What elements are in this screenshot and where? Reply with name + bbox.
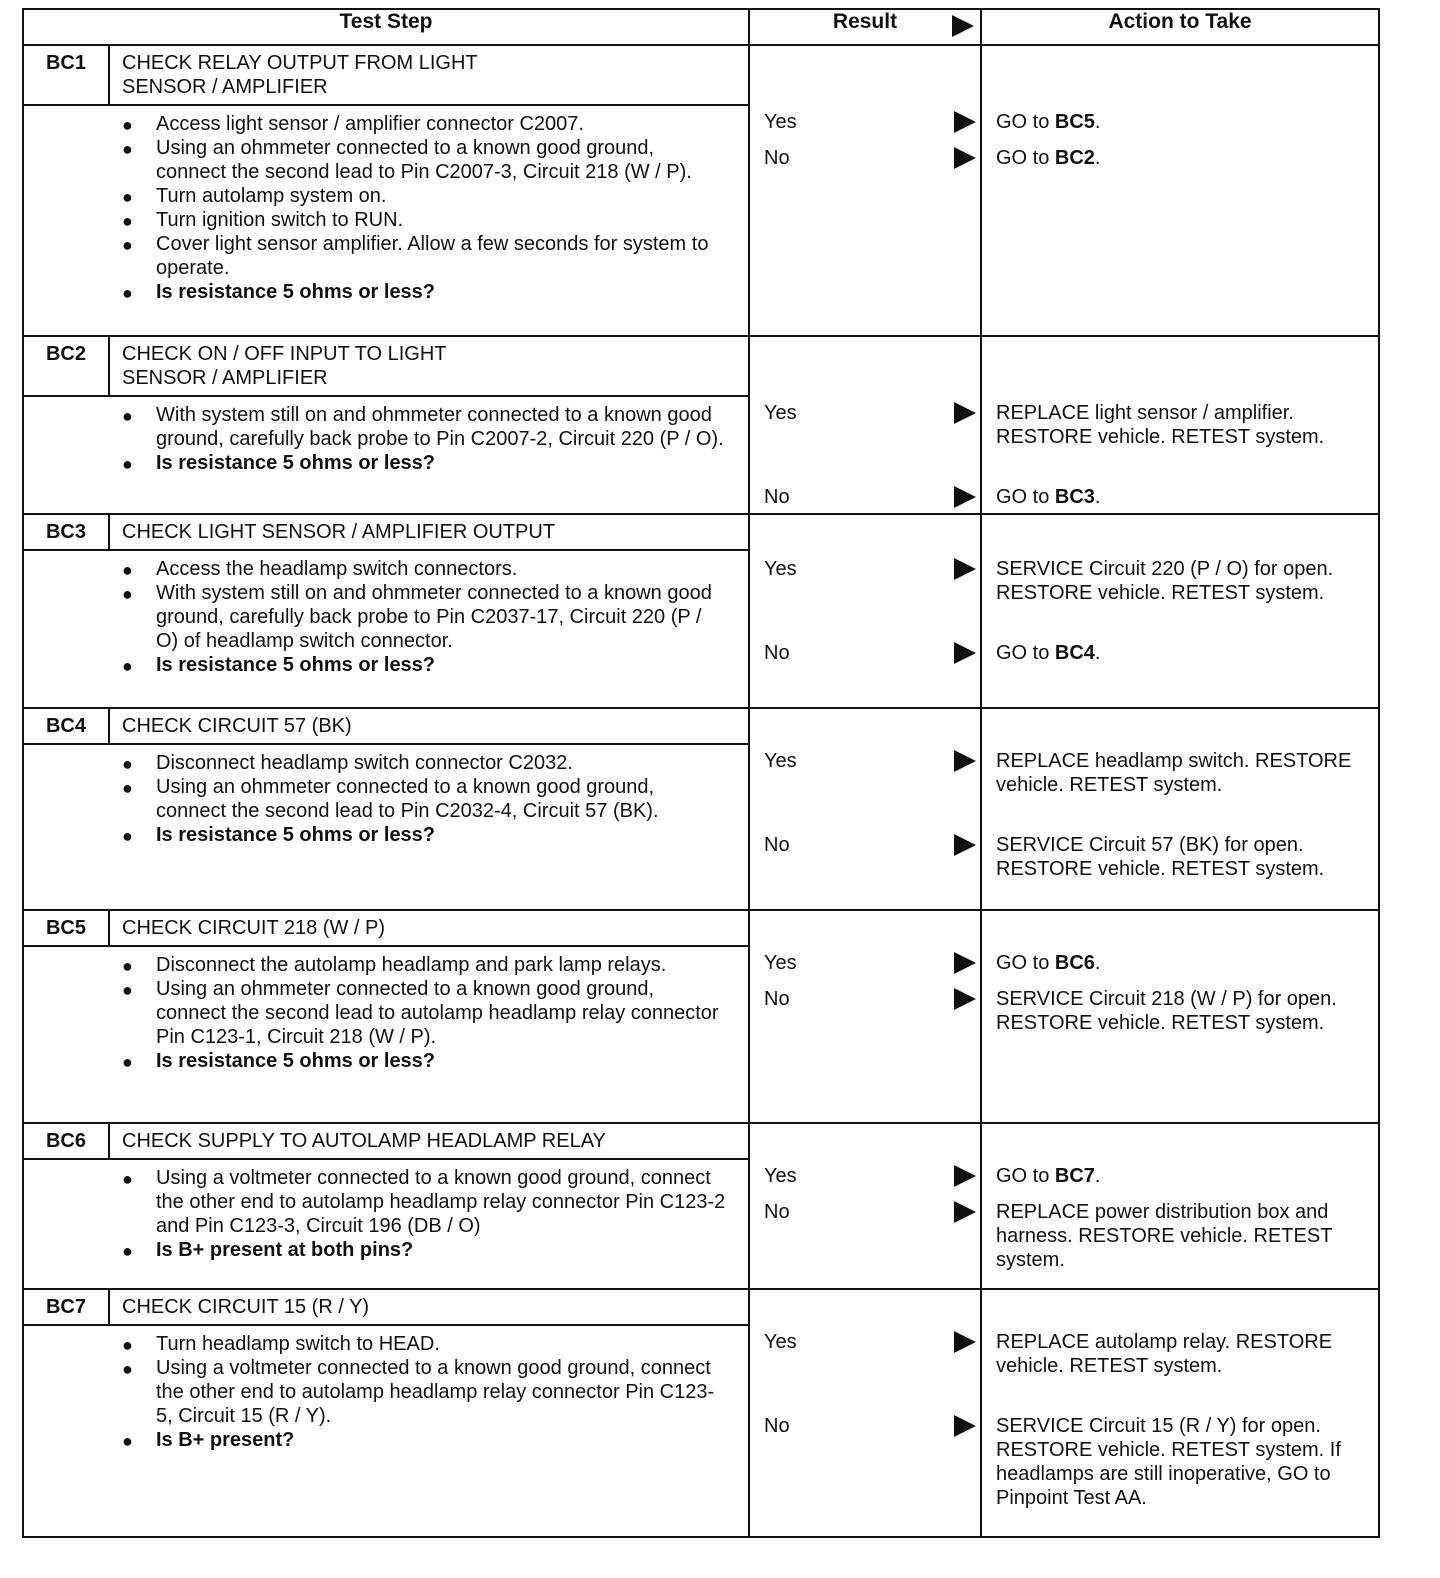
list-item — [120, 953, 728, 977]
action-yes: GO to BC7. — [996, 1165, 1101, 1187]
step-id: BC2 — [24, 337, 110, 395]
result-yes — [764, 401, 980, 425]
bullet-text: Is resistance 5 ohms or less? — [156, 824, 436, 846]
bullet-icon: ● — [122, 778, 133, 798]
bullet-icon: ● — [122, 1052, 133, 1072]
arrow-right-icon — [954, 834, 976, 856]
arrow-right-icon — [954, 750, 976, 772]
action-cell — [981, 1289, 1379, 1537]
list-item — [120, 977, 728, 1049]
action-yes: REPLACE autolamp relay. RESTORE vehicle. RETEST system. — [996, 1331, 1333, 1377]
action-cell — [981, 45, 1379, 336]
bullet-text: Is resistance 5 ohms or less? — [156, 281, 436, 303]
result-label: Yes — [764, 1165, 797, 1187]
list-item — [120, 751, 728, 775]
step-heading — [24, 337, 748, 397]
result-no — [764, 987, 980, 1011]
bullet-text: Cover light sensor amplifier. Allow a few seconds for system to operate. — [156, 233, 709, 279]
result-cell — [749, 336, 981, 514]
list-item-question — [120, 1238, 728, 1262]
step-heading — [24, 1124, 748, 1160]
result-label: Yes — [764, 750, 797, 772]
step-heading — [24, 515, 748, 551]
result-no — [764, 146, 980, 170]
step-id: BC6 — [24, 1124, 110, 1158]
bullet-icon: ● — [122, 584, 133, 604]
bullet-icon: ● — [122, 754, 133, 774]
list-item — [120, 184, 728, 208]
step-bullets — [120, 557, 728, 677]
action-no: SERVICE Circuit 15 (R / Y) for open. RESTORE vehicle. RETEST system. If headlamps are still inoperative, GO to Pinpoint Test AA. — [996, 1415, 1341, 1509]
bullet-text: Access the headlamp switch connectors. — [156, 558, 518, 580]
bullet-icon: ● — [122, 235, 133, 255]
step-body — [24, 947, 748, 1077]
step-title: CHECK CIRCUIT 218 (W / P) — [122, 917, 385, 939]
table-row — [23, 1123, 1379, 1289]
result-cell — [749, 1123, 981, 1289]
bullet-icon: ● — [122, 139, 133, 159]
bullet-text: Is B+ present? — [156, 1429, 295, 1451]
table-row — [23, 910, 1379, 1123]
bullet-icon: ● — [122, 406, 133, 426]
action-cell — [981, 708, 1379, 910]
table-row — [23, 514, 1379, 708]
bullet-icon: ● — [122, 454, 133, 474]
list-item — [120, 112, 728, 136]
result-label: No — [764, 1415, 790, 1437]
result-cell — [749, 45, 981, 336]
result-label: No — [764, 147, 790, 169]
step-heading — [24, 911, 748, 947]
result-cell — [749, 514, 981, 708]
test-step-cell — [23, 708, 749, 910]
action-no: GO to BC3. — [996, 486, 1101, 508]
bullet-icon: ● — [122, 1431, 133, 1451]
pinpoint-test-table — [22, 8, 1380, 1538]
action-yes: REPLACE headlamp switch. RESTORE vehicle. RETEST system. — [996, 750, 1352, 796]
action-no: REPLACE power distribution box and harness. RESTORE vehicle. RETEST system. — [996, 1201, 1333, 1271]
action-cell — [981, 910, 1379, 1123]
result-label: Yes — [764, 402, 797, 424]
step-title: CHECK CIRCUIT 15 (R / Y) — [122, 1296, 370, 1318]
list-item — [120, 403, 728, 451]
action-cell — [981, 336, 1379, 514]
step-id: BC5 — [24, 911, 110, 945]
list-item-question — [120, 451, 728, 475]
step-body — [24, 1160, 748, 1266]
step-bullets — [120, 953, 728, 1073]
arrow-right-icon — [954, 1165, 976, 1187]
arrow-right-icon — [954, 1331, 976, 1353]
bullet-text: Disconnect the autolamp headlamp and park lamp relays. — [156, 954, 667, 976]
bullet-icon: ● — [122, 1241, 133, 1261]
step-id: BC4 — [24, 709, 110, 743]
result-cell — [749, 910, 981, 1123]
action-no: SERVICE Circuit 57 (BK) for open. RESTORE vehicle. RETEST system. — [996, 834, 1325, 880]
bullet-icon: ● — [122, 956, 133, 976]
bullet-text: Using an ohmmeter connected to a known good ground, connect the second lead to Pin C2032-4, Circuit 57 (BK). — [156, 776, 659, 822]
step-heading — [24, 709, 748, 745]
list-item — [120, 232, 728, 280]
result-label: Yes — [764, 1331, 797, 1353]
step-title: CHECK CIRCUIT 57 (BK) — [122, 715, 352, 737]
step-heading — [24, 1290, 748, 1326]
result-label: No — [764, 486, 790, 508]
action-yes: REPLACE light sensor / amplifier. RESTORE vehicle. RETEST system. — [996, 402, 1325, 448]
result-yes — [764, 110, 980, 134]
result-label: Yes — [764, 952, 797, 974]
table-header-row — [23, 9, 1379, 45]
bullet-icon: ● — [122, 115, 133, 135]
arrow-right-icon — [954, 402, 976, 424]
result-cell — [749, 708, 981, 910]
step-id: BC3 — [24, 515, 110, 549]
step-bullets — [120, 112, 728, 304]
bullet-icon: ● — [122, 187, 133, 207]
bullet-text: Turn autolamp system on. — [156, 185, 387, 207]
action-yes: GO to BC6. — [996, 952, 1101, 974]
bullet-icon: ● — [122, 1169, 133, 1189]
test-step-cell — [23, 45, 749, 336]
action-no: SERVICE Circuit 218 (W / P) for open. RESTORE vehicle. RETEST system. — [996, 988, 1337, 1034]
diagnostic-table-sheet — [22, 8, 1378, 1538]
list-item — [120, 1166, 728, 1238]
bullet-icon: ● — [122, 980, 133, 1000]
arrow-right-icon — [954, 988, 976, 1010]
bullet-text: Access light sensor / amplifier connector C2007. — [156, 113, 584, 135]
result-yes — [764, 951, 980, 975]
bullet-text: Turn headlamp switch to HEAD. — [156, 1333, 440, 1355]
arrow-right-icon — [954, 147, 976, 169]
bullet-text: With system still on and ohmmeter connected to a known good ground, carefully back probe to Pin C2007-2, Circuit 220 (P / O). — [156, 404, 724, 450]
header-result — [749, 9, 981, 45]
list-item-question — [120, 653, 728, 677]
table-row — [23, 336, 1379, 514]
bullet-icon: ● — [122, 826, 133, 846]
list-item-question — [120, 823, 728, 847]
bullet-text: Is B+ present at both pins? — [156, 1239, 414, 1261]
header-test-step: Test Step — [23, 9, 749, 45]
action-cell — [981, 1123, 1379, 1289]
result-no — [764, 641, 980, 665]
result-yes — [764, 749, 980, 773]
result-label: No — [764, 988, 790, 1010]
list-item-question — [120, 1049, 728, 1073]
list-item — [120, 581, 728, 653]
bullet-text: Is resistance 5 ohms or less? — [156, 452, 436, 474]
action-no: GO to BC2. — [996, 147, 1101, 169]
step-title: CHECK RELAY OUTPUT FROM LIGHT SENSOR / AMPLIFIER — [122, 52, 478, 98]
action-cell — [981, 514, 1379, 708]
bullet-text: Using an ohmmeter connected to a known good ground, connect the second lead to Pin C2007-3, Circuit 218 (W / P). — [156, 137, 692, 183]
table-row — [23, 1289, 1379, 1537]
bullet-text: Disconnect headlamp switch connector C2032. — [156, 752, 573, 774]
arrow-right-icon — [954, 1415, 976, 1437]
result-label: No — [764, 834, 790, 856]
arrow-right-icon — [954, 558, 976, 580]
bullet-text: Using a voltmeter connected to a known good ground, connect the other end to autolamp headlamp relay connector Pin C123-5, Circuit 15 (R / Y). — [156, 1357, 715, 1427]
arrow-right-icon — [954, 111, 976, 133]
bullet-text: With system still on and ohmmeter connected to a known good ground, carefully back probe to Pin C2037-17, Circuit 220 (P / O) of headlamp switch connector. — [156, 582, 712, 652]
step-body — [24, 1326, 748, 1456]
bullet-text: Is resistance 5 ohms or less? — [156, 654, 436, 676]
bullet-icon: ● — [122, 560, 133, 580]
bullet-text: Is resistance 5 ohms or less? — [156, 1050, 436, 1072]
action-yes: SERVICE Circuit 220 (P / O) for open. RESTORE vehicle. RETEST system. — [996, 558, 1334, 604]
test-step-cell — [23, 514, 749, 708]
step-bullets — [120, 1166, 728, 1262]
test-step-cell — [23, 1289, 749, 1537]
test-step-cell — [23, 910, 749, 1123]
bullet-text: Turn ignition switch to RUN. — [156, 209, 404, 231]
result-yes — [764, 1330, 980, 1354]
result-label: Yes — [764, 558, 797, 580]
result-no — [764, 1200, 980, 1224]
arrow-right-icon — [952, 15, 974, 37]
action-no: GO to BC4. — [996, 642, 1101, 664]
bullet-icon: ● — [122, 1359, 133, 1379]
step-bullets — [120, 751, 728, 847]
list-item-question — [120, 280, 728, 304]
step-body — [24, 397, 748, 479]
bullet-text: Using a voltmeter connected to a known good ground, connect the other end to autolamp headlamp relay connector Pin C123-2 and Pin C123-3, Circuit 196 (DB / O) — [156, 1167, 726, 1237]
step-title: CHECK ON / OFF INPUT TO LIGHT SENSOR / AMPLIFIER — [122, 343, 447, 389]
arrow-right-icon — [954, 952, 976, 974]
arrow-right-icon — [954, 642, 976, 664]
result-cell — [749, 1289, 981, 1537]
step-body — [24, 551, 748, 681]
step-body — [24, 106, 748, 308]
table-row — [23, 708, 1379, 910]
header-result-label: Result — [832, 10, 898, 33]
result-label: Yes — [764, 111, 797, 133]
result-label: No — [764, 1201, 790, 1223]
bullet-icon: ● — [122, 1335, 133, 1355]
arrow-right-icon — [954, 1201, 976, 1223]
list-item — [120, 557, 728, 581]
bullet-icon: ● — [122, 211, 133, 231]
list-item — [120, 208, 728, 232]
list-item — [120, 1356, 728, 1428]
header-action: Action to Take — [981, 9, 1379, 45]
result-yes — [764, 557, 980, 581]
step-title: CHECK LIGHT SENSOR / AMPLIFIER OUTPUT — [122, 521, 556, 543]
result-no — [764, 1414, 980, 1438]
step-title: CHECK SUPPLY TO AUTOLAMP HEADLAMP RELAY — [122, 1130, 606, 1152]
arrow-right-icon — [954, 486, 976, 508]
step-bullets — [120, 1332, 728, 1452]
step-id: BC7 — [24, 1290, 110, 1324]
bullet-text: Using an ohmmeter connected to a known good ground, connect the second lead to autolamp headlamp relay connector Pin C123-1, Circuit 218 (W / P). — [156, 978, 719, 1048]
result-label: No — [764, 642, 790, 664]
bullet-icon: ● — [122, 656, 133, 676]
action-yes: GO to BC5. — [996, 111, 1101, 133]
bullet-icon: ● — [122, 283, 133, 303]
step-id: BC1 — [24, 46, 110, 104]
list-item — [120, 1332, 728, 1356]
test-step-cell — [23, 336, 749, 514]
step-body — [24, 745, 748, 851]
result-no — [764, 485, 980, 509]
list-item — [120, 775, 728, 823]
list-item-question — [120, 1428, 728, 1452]
list-item — [120, 136, 728, 184]
test-step-cell — [23, 1123, 749, 1289]
table-row — [23, 45, 1379, 336]
result-yes — [764, 1164, 980, 1188]
step-bullets — [120, 403, 728, 475]
result-no — [764, 833, 980, 857]
step-heading — [24, 46, 748, 106]
